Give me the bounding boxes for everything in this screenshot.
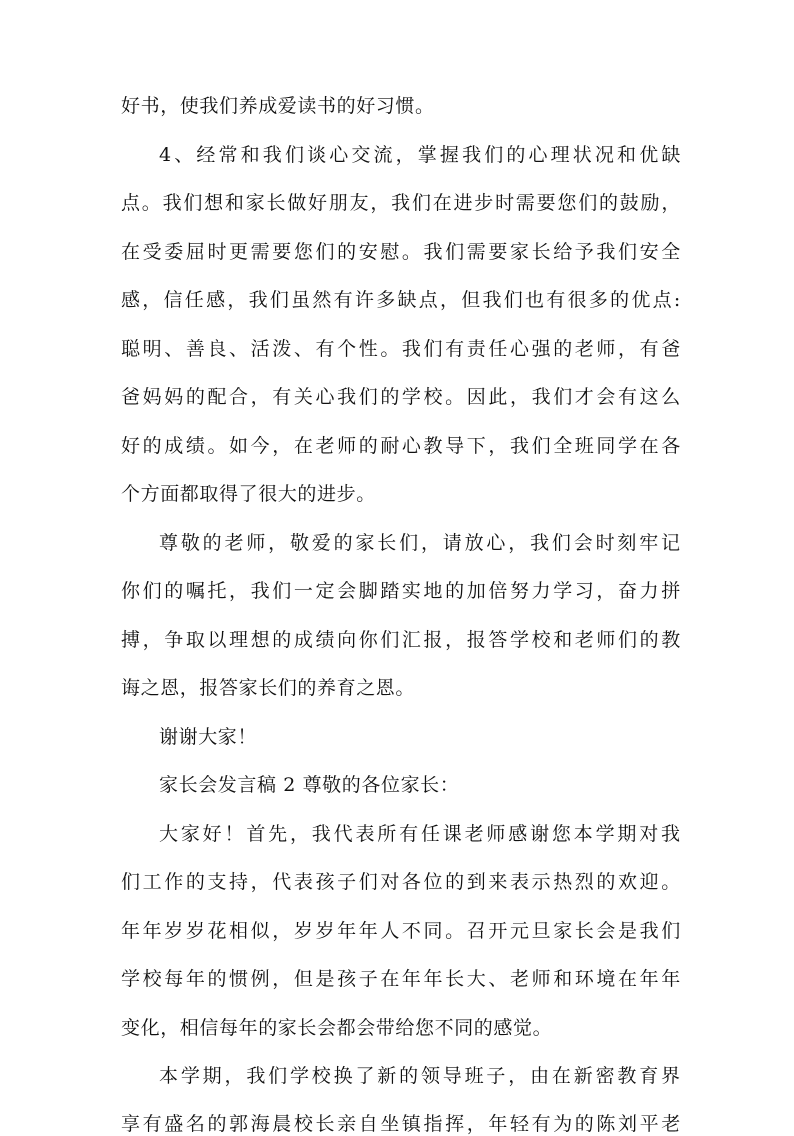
text-line: 你 们 的 嘱 托 ， 我 们 一 定 会 脚 踏 实 地 的 加 倍 努 力 学 习 ， 奋 力 拼 bbox=[121, 580, 681, 602]
text-line: 4 、 经 常 和 我 们 谈 心 交 流 ， 掌 握 我 们 的 心 理 状 况 和 优 缺 bbox=[159, 144, 681, 166]
text-line: 个方面都取得了很大的进步。 bbox=[121, 483, 376, 505]
text-line: 诲之恩，报答家长们的养育之恩。 bbox=[121, 677, 416, 699]
text-line: 家长会发言稿 2 尊敬的各位家长： bbox=[159, 774, 460, 796]
text-line: 年 年 岁 岁 花 相 似 ， 岁 岁 年 年 人 不 同 。 召 开 元 旦 家 长 会 是 我 们 bbox=[121, 920, 681, 942]
text-line: 点 。 我 们 想 和 家 长 做 好 朋 友 ， 我 们 在 进 步 时 需 要 您 们 的 鼓 励 ， bbox=[121, 192, 681, 214]
text-line: 聪 明 、 善 良 、 活 泼 、 有 个 性 。 我 们 有 责 任 心 强 的 老 师 ， 有 爸 bbox=[121, 338, 681, 360]
text-line: 爸 妈 妈 的 配 合 ， 有 关 心 我 们 的 学 校 。 因 此 ， 我 们 才 会 有 这 么 bbox=[121, 386, 681, 408]
text-line: 本 学 期 ， 我 们 学 校 换 了 新 的 领 导 班 子 ， 由 在 新 密 教 育 界 bbox=[159, 1065, 681, 1087]
text-line: 好 的 成 绩 。 如 今 ， 在 老 师 的 耐 心 教 导 下 ， 我 们 全 班 同 学 在 各 bbox=[121, 435, 681, 457]
text-line: 好书，使我们养成爱读书的好习惯。 bbox=[121, 95, 435, 117]
text-line: 们 工 作 的 支 持 ， 代 表 孩 子 们 对 各 位 的 到 来 表 示 热 烈 的 欢 迎 。 bbox=[121, 871, 681, 893]
text-line: 感 ， 信 任 感 ， 我 们 虽 然 有 许 多 缺 点 ， 但 我 们 也 有 很 多 的 优 点 : bbox=[121, 289, 681, 311]
text-line: 搏 ， 争 取 以 理 想 的 成 绩 向 你 们 汇 报 ， 报 答 学 校 和 老 师 们 的 教 bbox=[121, 629, 681, 651]
text-line: 在 受 委 屈 时 更 需 要 您 们 的 安 慰 。 我 们 需 要 家 长 给 予 我 们 安 全 bbox=[121, 241, 681, 263]
text-line: 谢谢大家！ bbox=[159, 726, 258, 748]
text-line: 享 有 盛 名 的 郭 海 晨 校 长 亲 自 坐 镇 指 挥 ， 年 轻 有 为 的 陈 刘 平 老 bbox=[121, 1113, 681, 1135]
text-line: 大 家 好 ！ 首 先 ， 我 代 表 所 有 任 课 老 师 感 谢 您 本 学 期 对 我 bbox=[159, 823, 681, 845]
text-line: 学 校 每 年 的 惯 例 ， 但 是 孩 子 在 年 年 长 大 、 老 师 和 环 境 在 年 年 bbox=[121, 968, 681, 990]
text-line: 变化，相信每年的家长会都会带给您不同的感觉。 bbox=[121, 1017, 553, 1039]
text-line: 尊 敬 的 老 师 ， 敬 爱 的 家 长 们 ， 请 放 心 ， 我 们 会 时 刻 牢 记 bbox=[159, 532, 681, 554]
